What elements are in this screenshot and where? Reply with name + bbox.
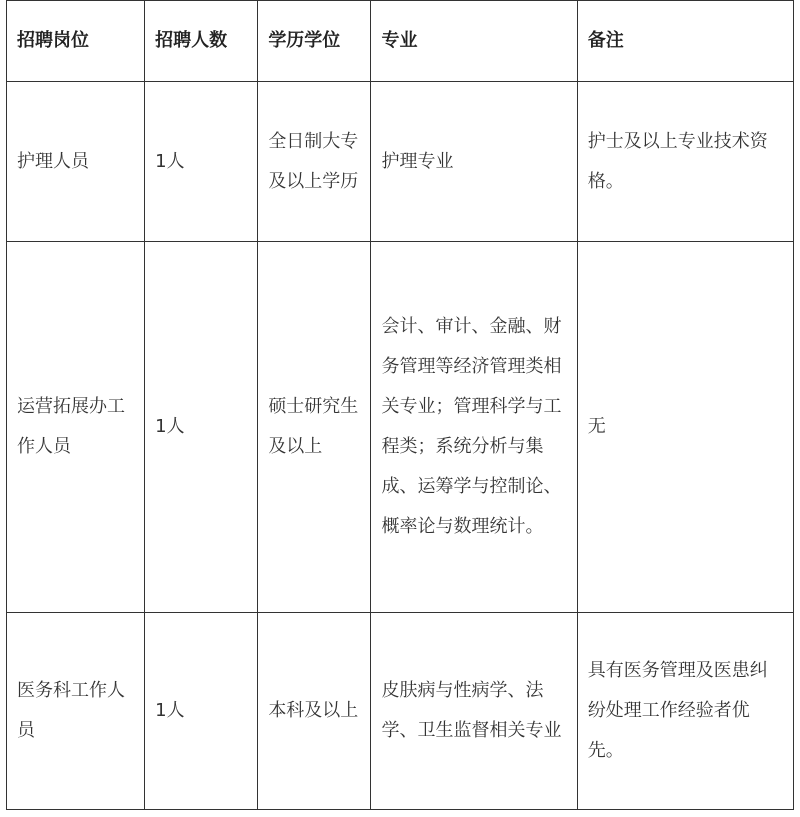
table-header-row — [7, 1, 794, 82]
header-note: 备注 — [577, 1, 793, 82]
cell-education: 全日制大专及以上学历 — [258, 82, 371, 242]
cell-education: 本科及以上 — [258, 613, 371, 810]
header-major: 专业 — [371, 1, 577, 82]
cell-position: 运营拓展办工作人员 — [7, 242, 145, 613]
cell-major: 护理专业 — [371, 82, 577, 242]
header-position: 招聘岗位 — [7, 1, 145, 82]
cell-count: 1人 — [145, 82, 258, 242]
cell-note: 护士及以上专业技术资格。 — [577, 82, 793, 242]
recruitment-table — [6, 0, 794, 810]
cell-major: 会计、审计、金融、财务管理等经济管理类相关专业；管理科学与工程类；系统分析与集成、运筹学与控制论、概率论与数理统计。 — [371, 242, 577, 613]
cell-education: 硕士研究生及以上 — [258, 242, 371, 613]
cell-position: 医务科工作人员 — [7, 613, 145, 810]
cell-note: 具有医务管理及医患纠纷处理工作经验者优先。 — [577, 613, 793, 810]
cell-count: 1人 — [145, 242, 258, 613]
cell-note: 无 — [577, 242, 793, 613]
cell-major: 皮肤病与性病学、法学、卫生监督相关专业 — [371, 613, 577, 810]
header-education: 学历学位 — [258, 1, 371, 82]
header-count: 招聘人数 — [145, 1, 258, 82]
table-row — [7, 613, 794, 810]
table-row — [7, 242, 794, 613]
table-row — [7, 82, 794, 242]
cell-count: 1人 — [145, 613, 258, 810]
cell-position: 护理人员 — [7, 82, 145, 242]
